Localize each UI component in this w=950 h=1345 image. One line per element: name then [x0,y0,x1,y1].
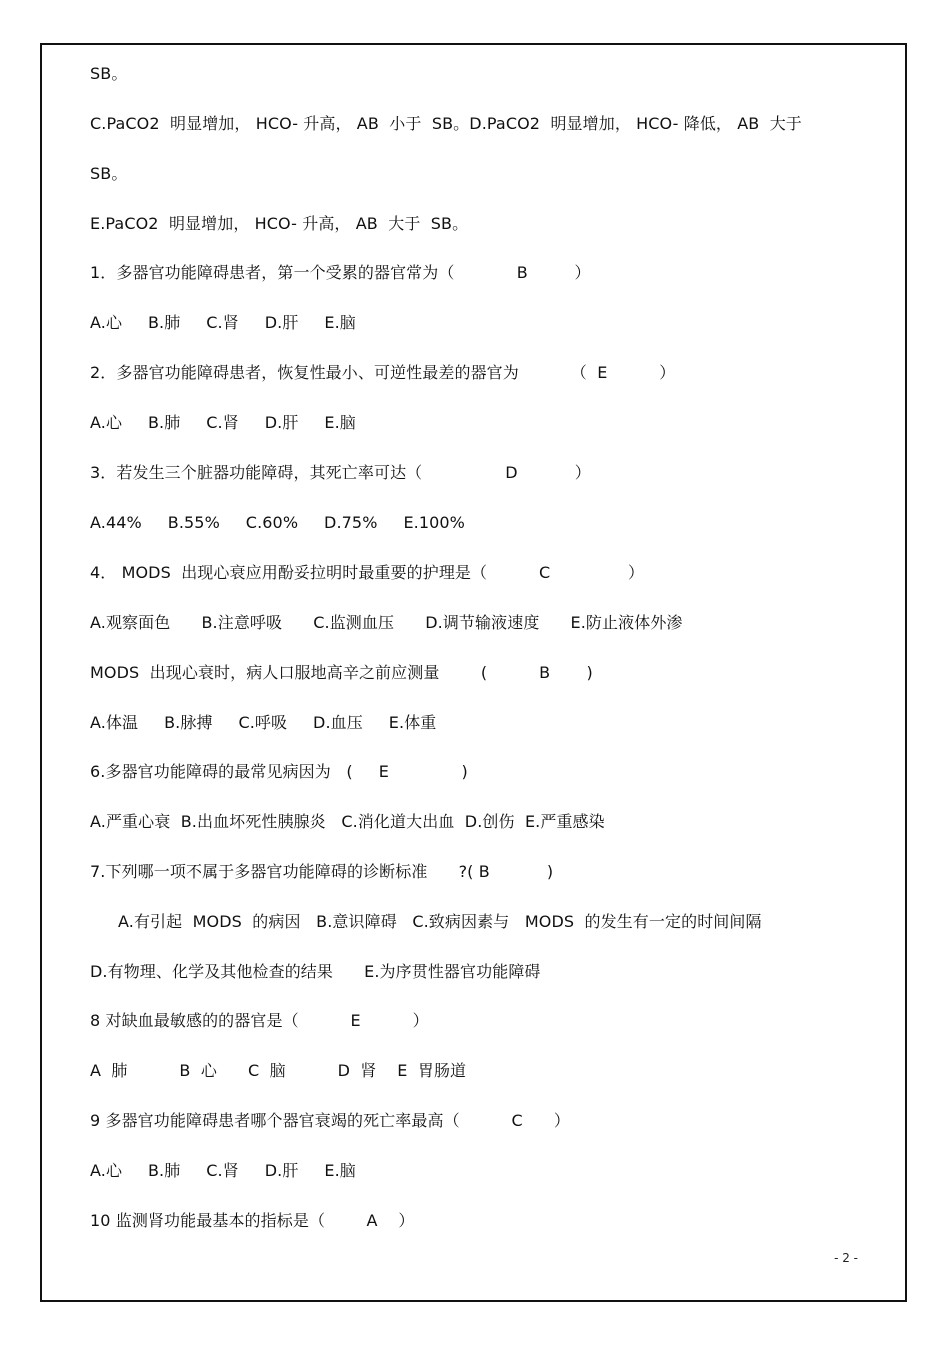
question-6-options: A.严重心衰 B.出血坏死性胰腺炎 C.消化道大出血 D.创伤 E.严重感染 [90,812,605,831]
question-9: 9 多器官功能障碍患者哪个器官衰竭的死亡率最高（ C ） [90,1111,571,1130]
question-5: MODS 出现心衰时，病人口服地高辛之前应测量 ( B ) [90,663,593,682]
text-line: C.PaCO2 明显增加， HCO- 升高， AB 小于 SB。D.PaCO2 明显增加， HCO- 降低， AB 大于 [90,114,802,133]
text-line: SB。 [90,164,128,183]
question-4: 4． MODS 出现心衰应用酚妥拉明时最重要的护理是（ C ） [90,563,645,582]
question-8: 8 对缺血最敏感的的器官是（ E ） [90,1011,429,1030]
question-2: 2．多器官功能障碍患者，恢复性最小、可逆性最差的器官为 （ E ） [90,363,676,382]
question-7-options-cont: D.有物理、化学及其他检查的结果 E.为序贯性器官功能障碍 [90,962,541,981]
question-3: 3．若发生三个脏器功能障碍，其死亡率可达（ D ） [90,463,591,482]
question-1: 1．多器官功能障碍患者，第一个受累的器官常为（ B ） [90,263,591,282]
question-3-options: A.44% B.55% C.60% D.75% E.100% [90,513,465,532]
text-line: SB。 [90,64,128,83]
question-1-options: A.心 B.肺 C.肾 D.肝 E.脑 [90,313,356,332]
question-7-options: A.有引起 MODS 的病因 B.意识障碍 C.致病因素与 MODS 的发生有一定的时间间隔 [118,912,762,931]
question-4-options: A.观察面色 B.注意呼吸 C.监测血压 D.调节输液速度 E.防止液体外渗 [90,613,683,632]
text-line: E.PaCO2 明显增加， HCO- 升高， AB 大于 SB。 [90,214,469,233]
question-5-options: A.体温 B.脉搏 C.呼吸 D.血压 E.体重 [90,713,437,732]
page-number: - 2 - [834,1251,858,1265]
question-8-options: A 肺 B 心 C 脑 D 肾 E 胃肠道 [90,1061,467,1080]
question-9-options: A.心 B.肺 C.肾 D.肝 E.脑 [90,1161,356,1180]
question-2-options: A.心 B.肺 C.肾 D.肝 E.脑 [90,413,356,432]
question-7: 7.下列哪一项不属于多器官功能障碍的诊断标准 ?( B ) [90,862,554,881]
question-10: 10 监测肾功能最基本的指标是（ A ） [90,1211,415,1230]
question-6: 6.多器官功能障碍的最常见病因为 ( E ) [90,762,468,781]
